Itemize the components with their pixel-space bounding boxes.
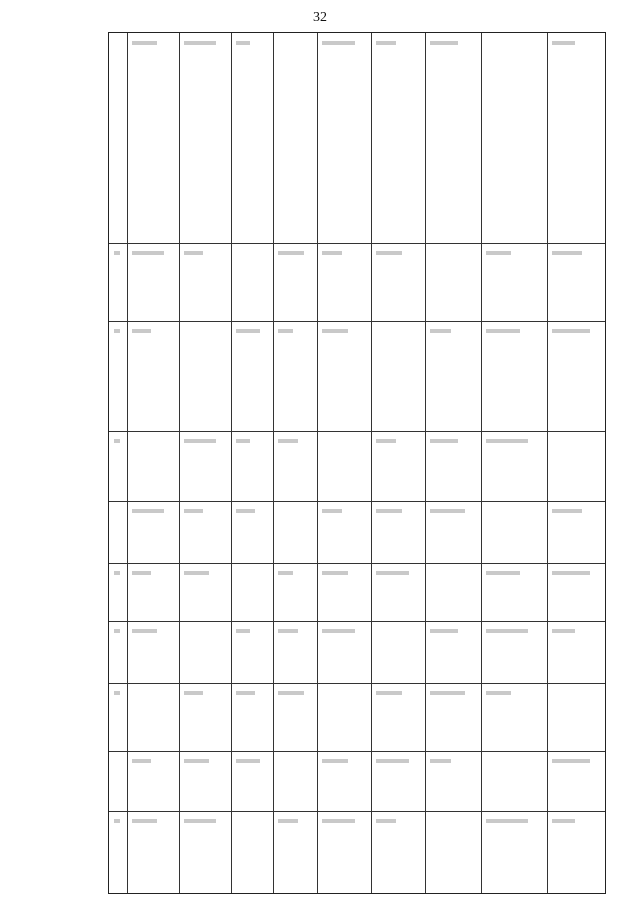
placeholder-text xyxy=(184,759,209,763)
placeholder-text xyxy=(184,41,216,45)
placeholder-text xyxy=(486,329,520,333)
placeholder-text xyxy=(552,819,575,823)
placeholder-text xyxy=(430,629,458,633)
placeholder-text xyxy=(552,571,590,575)
page-number: 32 xyxy=(313,10,327,25)
grid-line-horizontal xyxy=(109,563,605,564)
placeholder-text xyxy=(132,329,151,333)
placeholder-text xyxy=(430,329,451,333)
placeholder-text xyxy=(132,629,157,633)
placeholder-text xyxy=(376,571,409,575)
placeholder-text xyxy=(322,41,355,45)
placeholder-text xyxy=(430,41,458,45)
placeholder-text xyxy=(430,509,465,513)
placeholder-text xyxy=(376,251,402,255)
placeholder-text xyxy=(322,509,342,513)
placeholder-text xyxy=(430,439,458,443)
placeholder-text xyxy=(236,629,250,633)
placeholder-text xyxy=(376,691,402,695)
grid-line-horizontal xyxy=(109,621,605,622)
grid-line-horizontal xyxy=(109,683,605,684)
placeholder-text xyxy=(486,439,528,443)
placeholder-text xyxy=(132,251,164,255)
placeholder-text xyxy=(184,819,216,823)
placeholder-text xyxy=(114,251,120,255)
placeholder-text xyxy=(184,439,216,443)
placeholder-text xyxy=(114,691,120,695)
placeholder-text xyxy=(322,629,355,633)
rotated-table xyxy=(108,32,606,894)
placeholder-text xyxy=(132,571,151,575)
placeholder-text xyxy=(552,759,590,763)
placeholder-text xyxy=(184,571,209,575)
grid-line-horizontal xyxy=(109,811,605,812)
placeholder-text xyxy=(236,439,250,443)
placeholder-text xyxy=(114,329,120,333)
placeholder-text xyxy=(552,329,590,333)
placeholder-text xyxy=(278,329,293,333)
placeholder-text xyxy=(376,439,396,443)
grid-line-horizontal xyxy=(109,501,605,502)
placeholder-text xyxy=(322,251,342,255)
placeholder-text xyxy=(322,329,348,333)
placeholder-text xyxy=(132,819,157,823)
placeholder-text xyxy=(114,819,120,823)
placeholder-text xyxy=(486,571,520,575)
placeholder-text xyxy=(184,251,203,255)
grid-line-vertical xyxy=(179,33,180,893)
grid-line-vertical xyxy=(127,33,128,893)
placeholder-text xyxy=(486,819,528,823)
placeholder-text xyxy=(236,329,260,333)
placeholder-text xyxy=(430,759,451,763)
grid-line-vertical xyxy=(425,33,426,893)
placeholder-text xyxy=(376,509,402,513)
placeholder-text xyxy=(430,691,465,695)
placeholder-text xyxy=(278,251,304,255)
placeholder-text xyxy=(376,41,396,45)
grid-line-horizontal xyxy=(109,243,605,244)
placeholder-text xyxy=(322,819,355,823)
placeholder-text xyxy=(552,629,575,633)
grid-line-vertical xyxy=(231,33,232,893)
placeholder-text xyxy=(132,759,151,763)
placeholder-text xyxy=(236,759,260,763)
grid-line-horizontal xyxy=(109,431,605,432)
placeholder-text xyxy=(278,819,298,823)
grid-line-horizontal xyxy=(109,321,605,322)
placeholder-text xyxy=(184,509,203,513)
placeholder-text xyxy=(114,629,120,633)
placeholder-text xyxy=(486,629,528,633)
placeholder-text xyxy=(278,691,304,695)
placeholder-text xyxy=(376,759,409,763)
placeholder-text xyxy=(278,571,293,575)
grid-line-vertical xyxy=(547,33,548,893)
placeholder-text xyxy=(278,439,298,443)
placeholder-text xyxy=(322,571,348,575)
placeholder-text xyxy=(552,251,582,255)
placeholder-text xyxy=(486,691,511,695)
grid-line-vertical xyxy=(371,33,372,893)
grid-line-vertical xyxy=(481,33,482,893)
placeholder-text xyxy=(552,509,582,513)
placeholder-text xyxy=(236,41,250,45)
placeholder-text xyxy=(184,691,203,695)
placeholder-text xyxy=(132,41,157,45)
placeholder-text xyxy=(376,819,396,823)
placeholder-text xyxy=(236,691,255,695)
grid-line-horizontal xyxy=(109,751,605,752)
placeholder-text xyxy=(278,629,298,633)
placeholder-text xyxy=(552,41,575,45)
placeholder-text xyxy=(132,509,164,513)
placeholder-text xyxy=(236,509,255,513)
placeholder-text xyxy=(114,571,120,575)
grid-line-vertical xyxy=(317,33,318,893)
placeholder-text xyxy=(322,759,348,763)
placeholder-text xyxy=(114,439,120,443)
grid-line-vertical xyxy=(273,33,274,893)
placeholder-text xyxy=(486,251,511,255)
